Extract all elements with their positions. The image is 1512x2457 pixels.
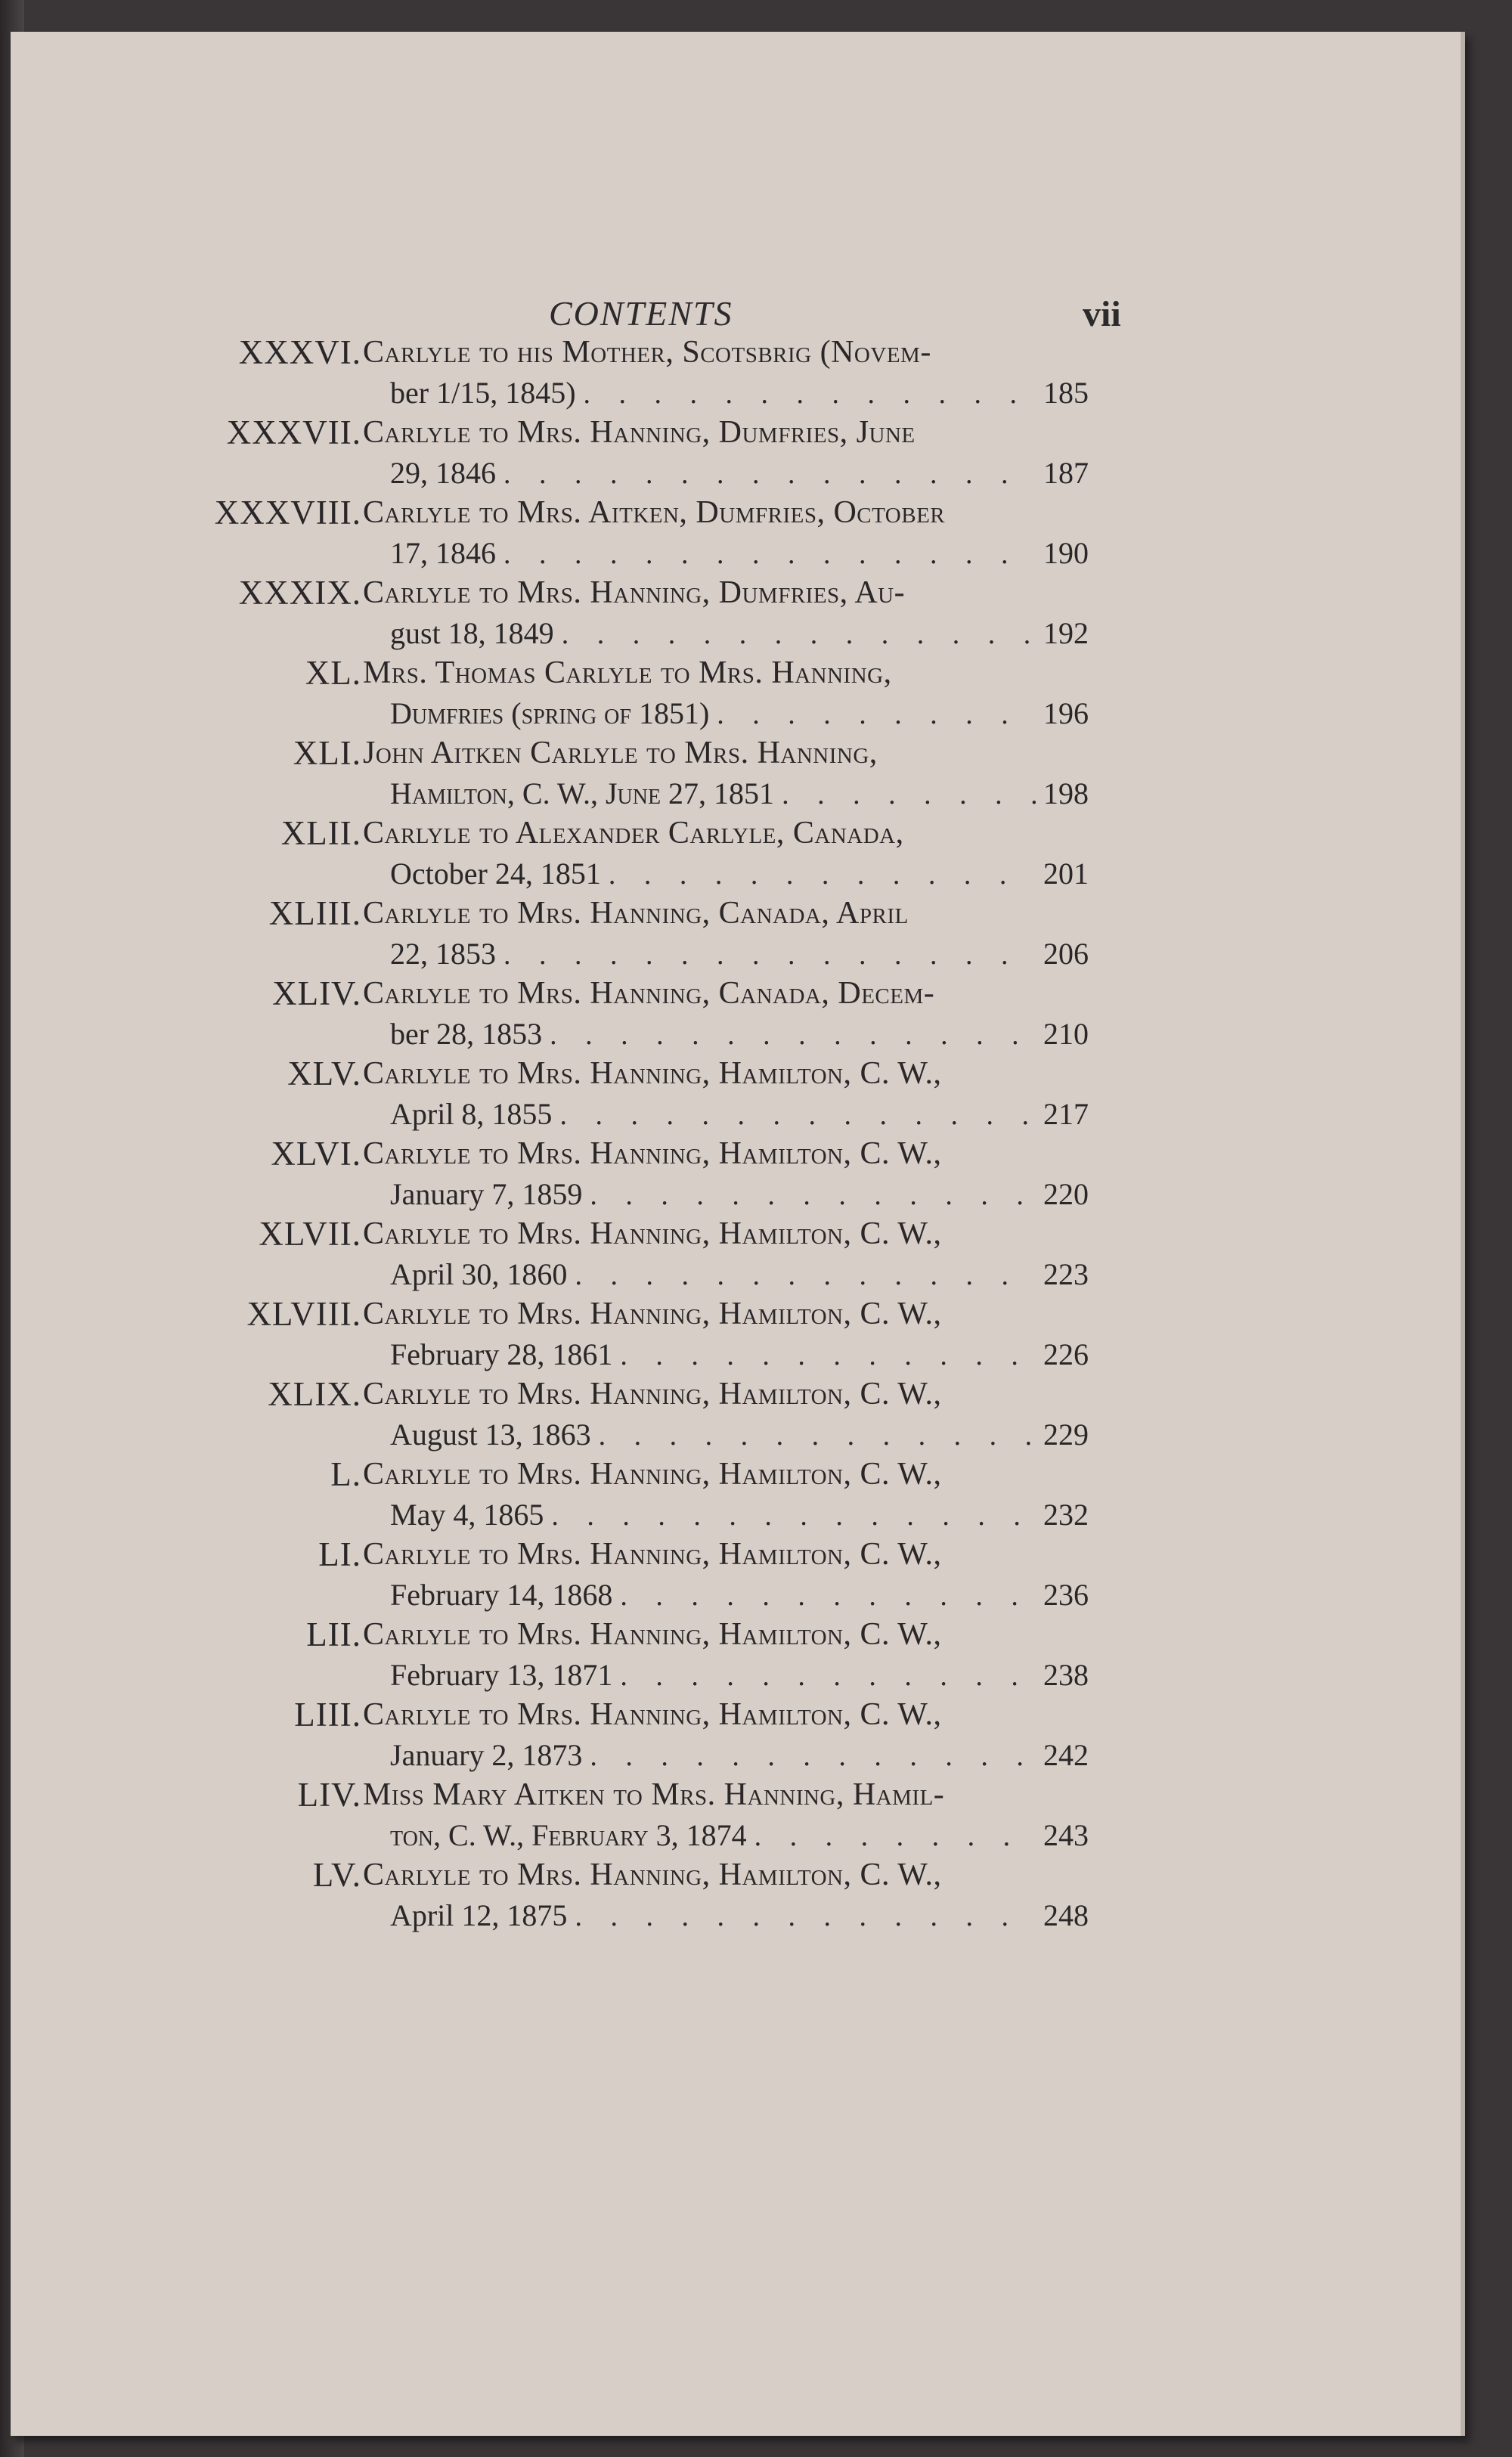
entry-title: Carlyle to Alexander Carlyle, Canada,	[363, 816, 904, 850]
book-page	[11, 32, 1465, 2436]
entry-page: 242	[1043, 1738, 1089, 1772]
entry-number: XXXIX.	[238, 574, 361, 612]
entry-title-continued: February 28, 1861	[390, 1337, 613, 1371]
entry-page: 206	[1043, 937, 1089, 971]
entry-title: John Aitken Carlyle to Mrs. Hanning,	[363, 736, 878, 770]
entry-title: Carlyle to Mrs. Aitken, Dumfries, October	[363, 495, 946, 530]
entry-page: 192	[1043, 616, 1089, 650]
entry-title-continued: January 2, 1873	[390, 1738, 583, 1772]
entry-number: LII.	[306, 1616, 361, 1653]
entry-title-continued: August 13, 1863	[390, 1418, 591, 1452]
entry-page: 198	[1043, 776, 1089, 810]
entry-title: Carlyle to Mrs. Hanning, Hamilton, C. W.,	[363, 1537, 942, 1572]
entry-number: LIII.	[294, 1696, 361, 1734]
entry-title-continued: April 8, 1855	[390, 1097, 553, 1131]
dot-leader	[575, 1897, 1036, 1936]
entry-number: XLVII.	[259, 1215, 361, 1253]
toc-entry	[11, 573, 1465, 653]
entry-number: XL.	[305, 654, 361, 692]
entry-title: Carlyle to Mrs. Hanning, Canada, Decem-	[363, 976, 935, 1011]
dot-leader	[590, 1176, 1036, 1215]
entry-title: Carlyle to Mrs. Hanning, Hamilton, C. W.,	[363, 1857, 942, 1892]
toc-entry	[11, 1134, 1465, 1214]
dot-leader	[562, 615, 1036, 654]
entry-title: Carlyle to Mrs. Hanning, Hamilton, C. W.,	[363, 1617, 942, 1652]
entry-title: Carlyle to his Mother, Scotsbrig (Novem-	[363, 335, 931, 370]
entry-page: 185	[1043, 376, 1089, 410]
toc-entry	[11, 894, 1465, 974]
dot-leader	[620, 1336, 1036, 1375]
entry-number: XXXVI.	[238, 333, 361, 371]
toc-entry	[11, 974, 1465, 1054]
entry-title-continued: Dumfries (spring of 1851)	[390, 696, 710, 730]
entry-page: 238	[1043, 1658, 1089, 1692]
toc-entry	[11, 1054, 1465, 1134]
dot-leader	[782, 775, 1036, 814]
dot-leader	[609, 855, 1036, 894]
entry-page: 243	[1043, 1818, 1089, 1852]
entry-title-continued: April 12, 1875	[390, 1898, 568, 1932]
dot-leader	[599, 1416, 1036, 1455]
toc-entry	[11, 1695, 1465, 1775]
entry-number: XLVIII.	[246, 1295, 361, 1333]
dot-leader	[550, 1015, 1036, 1055]
toc-entry	[11, 1535, 1465, 1615]
entry-page: 223	[1043, 1257, 1089, 1291]
entry-page: 217	[1043, 1097, 1089, 1131]
entry-page: 210	[1043, 1017, 1089, 1051]
entry-page: 220	[1043, 1177, 1089, 1211]
entry-page: 226	[1043, 1337, 1089, 1371]
toc-entry	[11, 1374, 1465, 1455]
entry-number: XXXVIII.	[214, 494, 361, 531]
entry-title-continued: April 30, 1860	[390, 1257, 568, 1291]
dot-leader	[620, 1576, 1036, 1616]
entry-page: 248	[1043, 1898, 1089, 1932]
entry-number: LI.	[318, 1535, 361, 1573]
dot-leader	[559, 1095, 1036, 1135]
entry-number: XLV.	[287, 1055, 361, 1092]
entry-title-continued: ber 1/15, 1845)	[390, 376, 576, 410]
entry-title-continued: ton, C. W., February 3, 1874	[390, 1818, 747, 1852]
page-number: vii	[1083, 294, 1121, 334]
entry-title: Carlyle to Mrs. Hanning, Hamilton, C. W.,	[363, 1457, 942, 1492]
entry-page: 190	[1043, 536, 1089, 570]
entry-title-continued: ber 28, 1853	[390, 1017, 543, 1051]
toc-entry	[11, 1214, 1465, 1294]
entry-number: XLI.	[293, 734, 361, 772]
entry-number: L.	[330, 1455, 361, 1493]
entry-number: XLIII.	[268, 894, 361, 932]
entry-title-continued: February 13, 1871	[390, 1658, 613, 1692]
dot-leader	[503, 935, 1036, 974]
toc-entry	[11, 413, 1465, 493]
entry-page: 187	[1043, 456, 1089, 490]
entry-number: XLIV.	[272, 974, 361, 1012]
toc-entry	[11, 653, 1465, 733]
entry-title: Carlyle to Mrs. Hanning, Hamilton, C. W.,	[363, 1377, 942, 1411]
dot-leader	[575, 1256, 1036, 1295]
dot-leader	[754, 1817, 1036, 1856]
entry-title: Carlyle to Mrs. Hanning, Dumfries, Au-	[363, 575, 906, 610]
entry-title: Mrs. Thomas Carlyle to Mrs. Hanning,	[363, 655, 892, 690]
entry-number: XLVI.	[271, 1135, 361, 1173]
dot-leader	[551, 1496, 1036, 1535]
entry-title: Carlyle to Mrs. Hanning, Canada, April	[363, 896, 909, 931]
toc-entry	[11, 493, 1465, 573]
entry-number: XLII.	[280, 814, 361, 852]
entry-title-continued: May 4, 1865	[390, 1498, 544, 1532]
toc-entry	[11, 1775, 1465, 1855]
page-title: CONTENTS	[549, 294, 733, 333]
dot-leader	[620, 1656, 1036, 1696]
entry-number: LV.	[312, 1856, 361, 1894]
entry-title-continued: 17, 1846	[390, 536, 496, 570]
toc-entry	[11, 333, 1465, 413]
dot-leader	[717, 695, 1036, 734]
dot-leader	[590, 1737, 1036, 1776]
entry-title-continued: February 14, 1868	[390, 1578, 613, 1612]
entry-page: 232	[1043, 1498, 1089, 1532]
entry-title-continued: gust 18, 1849	[390, 616, 554, 650]
entry-title-continued: Hamilton, C. W., June 27, 1851	[390, 776, 775, 810]
entry-number: LIV.	[297, 1776, 361, 1814]
toc-entry	[11, 1294, 1465, 1374]
entry-title-continued: October 24, 1851	[390, 857, 601, 891]
entry-title-continued: 29, 1846	[390, 456, 496, 490]
entry-page: 236	[1043, 1578, 1089, 1612]
entry-page: 196	[1043, 696, 1089, 730]
toc-entry	[11, 813, 1465, 894]
toc-entry	[11, 1455, 1465, 1535]
dot-leader	[503, 534, 1036, 574]
entry-title: Miss Mary Aitken to Mrs. Hanning, Hamil-	[363, 1777, 945, 1812]
entry-title: Carlyle to Mrs. Hanning, Dumfries, June	[363, 415, 916, 450]
entry-page: 201	[1043, 857, 1089, 891]
entry-title: Carlyle to Mrs. Hanning, Hamilton, C. W.,	[363, 1697, 942, 1732]
toc-entry	[11, 733, 1465, 813]
entry-title: Carlyle to Mrs. Hanning, Hamilton, C. W.,	[363, 1136, 942, 1171]
entry-title-continued: January 7, 1859	[390, 1177, 583, 1211]
toc-entry	[11, 1855, 1465, 1935]
dot-leader	[584, 374, 1036, 414]
entry-title: Carlyle to Mrs. Hanning, Hamilton, C. W.,	[363, 1056, 942, 1091]
dot-leader	[503, 454, 1036, 494]
entry-number: XLIX.	[268, 1375, 361, 1413]
entry-title: Carlyle to Mrs. Hanning, Hamilton, C. W.,	[363, 1297, 942, 1331]
entry-title-continued: 22, 1853	[390, 937, 496, 971]
entry-title: Carlyle to Mrs. Hanning, Hamilton, C. W.,	[363, 1216, 942, 1251]
entry-page: 229	[1043, 1418, 1089, 1452]
toc-entry	[11, 1615, 1465, 1695]
entry-number: XXXVII.	[226, 414, 361, 451]
